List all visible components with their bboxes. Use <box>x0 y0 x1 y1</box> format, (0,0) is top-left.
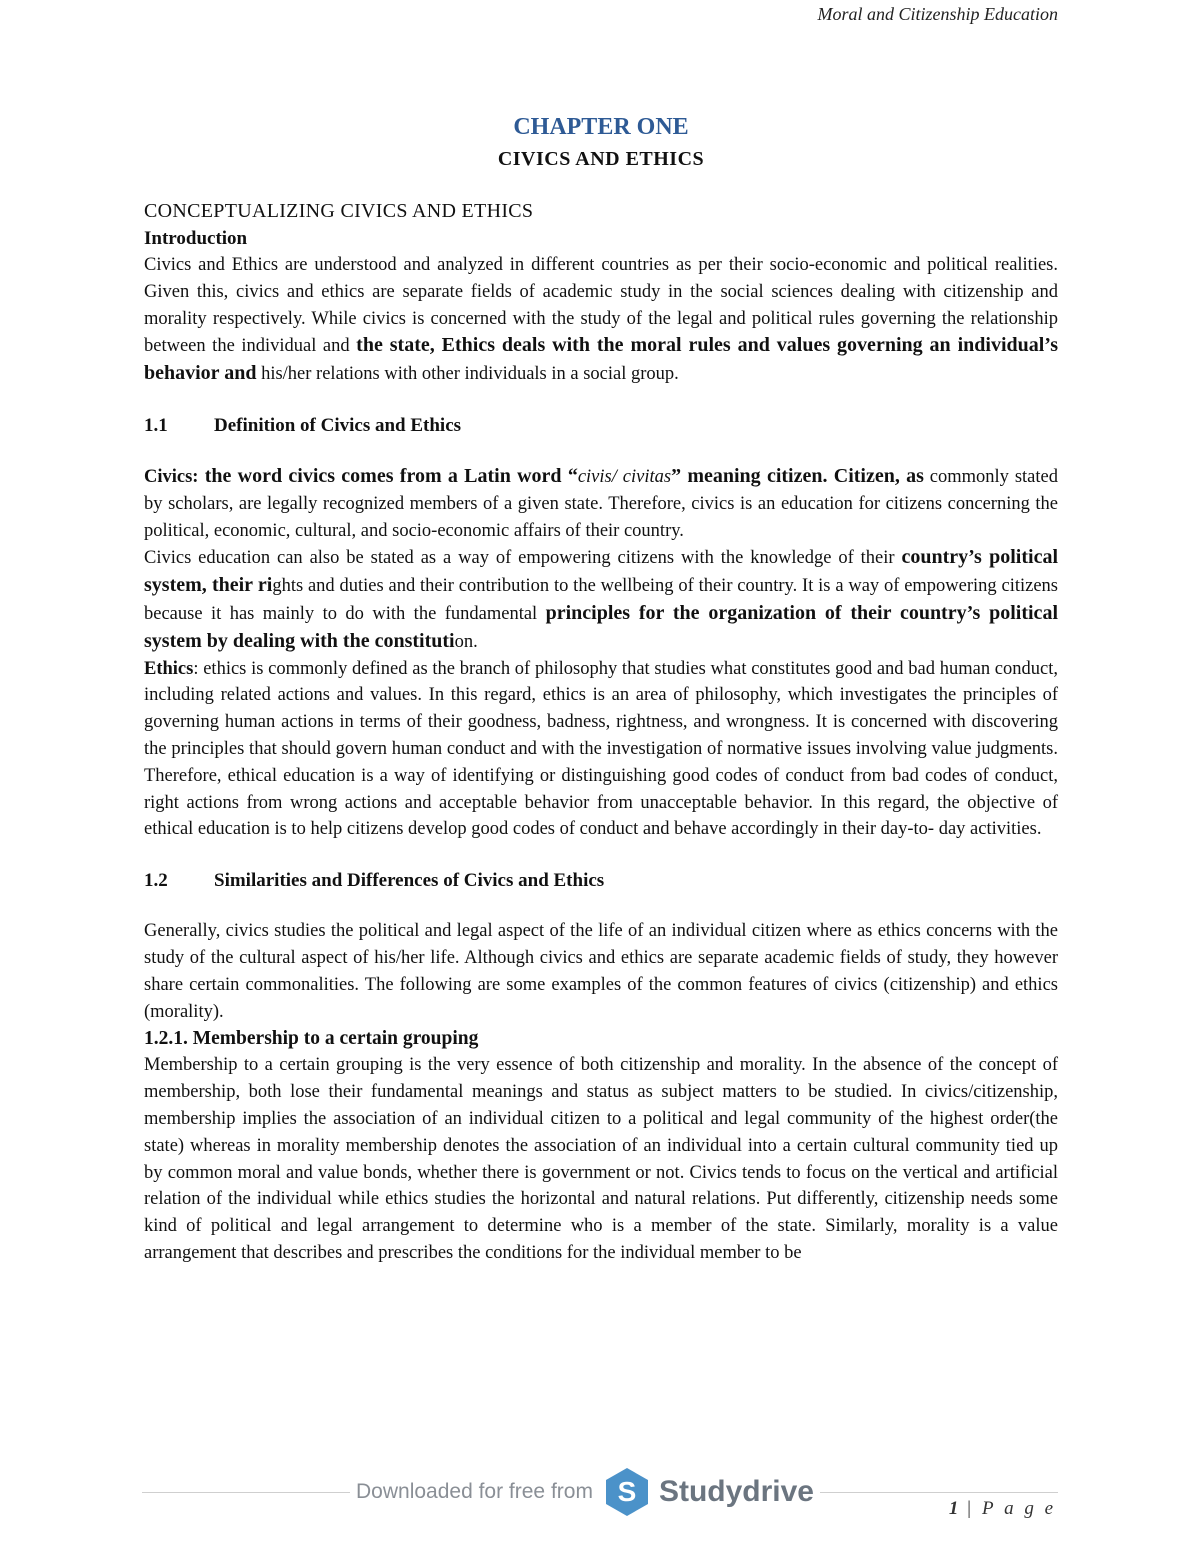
membership-paragraph: Membership to a certain grouping is the very essence of both citizenship and morality. In the absence of the concept of membership, both lose their fundamental meanings and status as subject matters to be studied. In civics/citizenship, membership implies the association of an individual citizen to a political and legal community of the highest order(the state) whereas in morality membership denotes the association of an individual into a certain cultural community tied up by common moral and value bonds, whether there is government or not. Civics tends to focus on the vertical and artificial relation of the individual while ethics studies the horizontal and natural relations. Put differently, citizenship needs some kind of political and legal arrangement to determine who is a member of the state. Similarly, morality is a value arrangement that describes and prescribes the conditions for the individual member to be <box>144 1055 1058 1263</box>
heading-1-1: 1.1 Definition of Civics and Ethics <box>144 414 462 436</box>
civics-education-paragraph: Civics education can also be stated as a way of empowering citizens with the knowledge of their country’s political system, their rights and duties and their contribution to the wellbeing of their country. It is a way of empowering citizens because it has mainly to do with the fundamental principles for the organization of their country’s political system by dealing with the constitution. <box>144 546 1058 652</box>
chapter-subtitle: CIVICS AND ETHICS <box>497 148 705 170</box>
studydrive-logo-icon <box>601 1466 653 1518</box>
download-text: Downloaded for free from <box>356 1480 593 1503</box>
page-number: 1 | P a g e <box>948 1498 1056 1519</box>
ethics-definition-paragraph: Ethics: ethics is commonly defined as the branch of philosophy that studies what constitutes good and bad human conduct, including related actions and values. In this regard, ethics is an area of philosophy, which investigates the principles of governing human actions in terms of their goodness, badness, rightness, and wrongness. It is concerned with discovering the principles that should govern human conduct and with the investigation of normative issues involving value judgments. Therefore, ethical education is a way of identifying or distinguishing good codes of conduct from bad codes of conduct, right actions from wrong actions and acceptable behavior from unacceptable behavior. In this regard, the objective of ethical education is to help citizens develop good codes of conduct and behave accordingly in their day-to- day activities. <box>144 658 1058 840</box>
running-header: Moral and Citizenship Education <box>817 4 1058 24</box>
section-title: CONCEPTUALIZING CIVICS AND ETHICS <box>144 200 534 222</box>
introduction-heading: Introduction <box>144 228 248 249</box>
studydrive-brand: Studydrive <box>658 1475 814 1508</box>
chapter-title: CHAPTER ONE <box>513 114 689 140</box>
introduction-paragraph: Civics and Ethics are understood and analyzed in different countries as per their socio-economic and political realities. Given this, civics and ethics are separate fields of academic study in the social sciences dealing with citizenship and morality respectively. While civics is concerned with the study of the legal and political rules governing the relationship between the individual and the state, Ethics deals with the moral rules and values governing an individual’s behavior and his/her relations with other individuals in a social group. <box>144 255 1059 385</box>
page-content <box>144 110 1058 1267</box>
logo-letter: S <box>617 1476 637 1507</box>
download-banner[interactable] <box>350 1466 820 1518</box>
similarities-paragraph: Generally, civics studies the political and legal aspect of the life of an individual citizen where as ethics concerns with the study of the cultural aspect of his/her life. Although civics and ethics are separate academic fields of study, they however share certain commonalities. The following are some examples of the common features of civics (citizenship) and ethics (morality). <box>144 921 1058 1022</box>
heading-1-2: 1.2 Similarities and Differences of Civics and Ethics <box>144 870 605 892</box>
civics-definition-paragraph: Civics: the word civics comes from a Latin word “civis/ civitas” meaning citizen. Citizen, as commonly stated by scholars, are legally recognized members of a given state. Therefore, civics is an education for citizens concerning the political, economic, cultural, and socio-economic affairs of their country. <box>144 464 1058 541</box>
heading-1-2-1: 1.2.1. Membership to a certain grouping <box>144 1028 479 1050</box>
